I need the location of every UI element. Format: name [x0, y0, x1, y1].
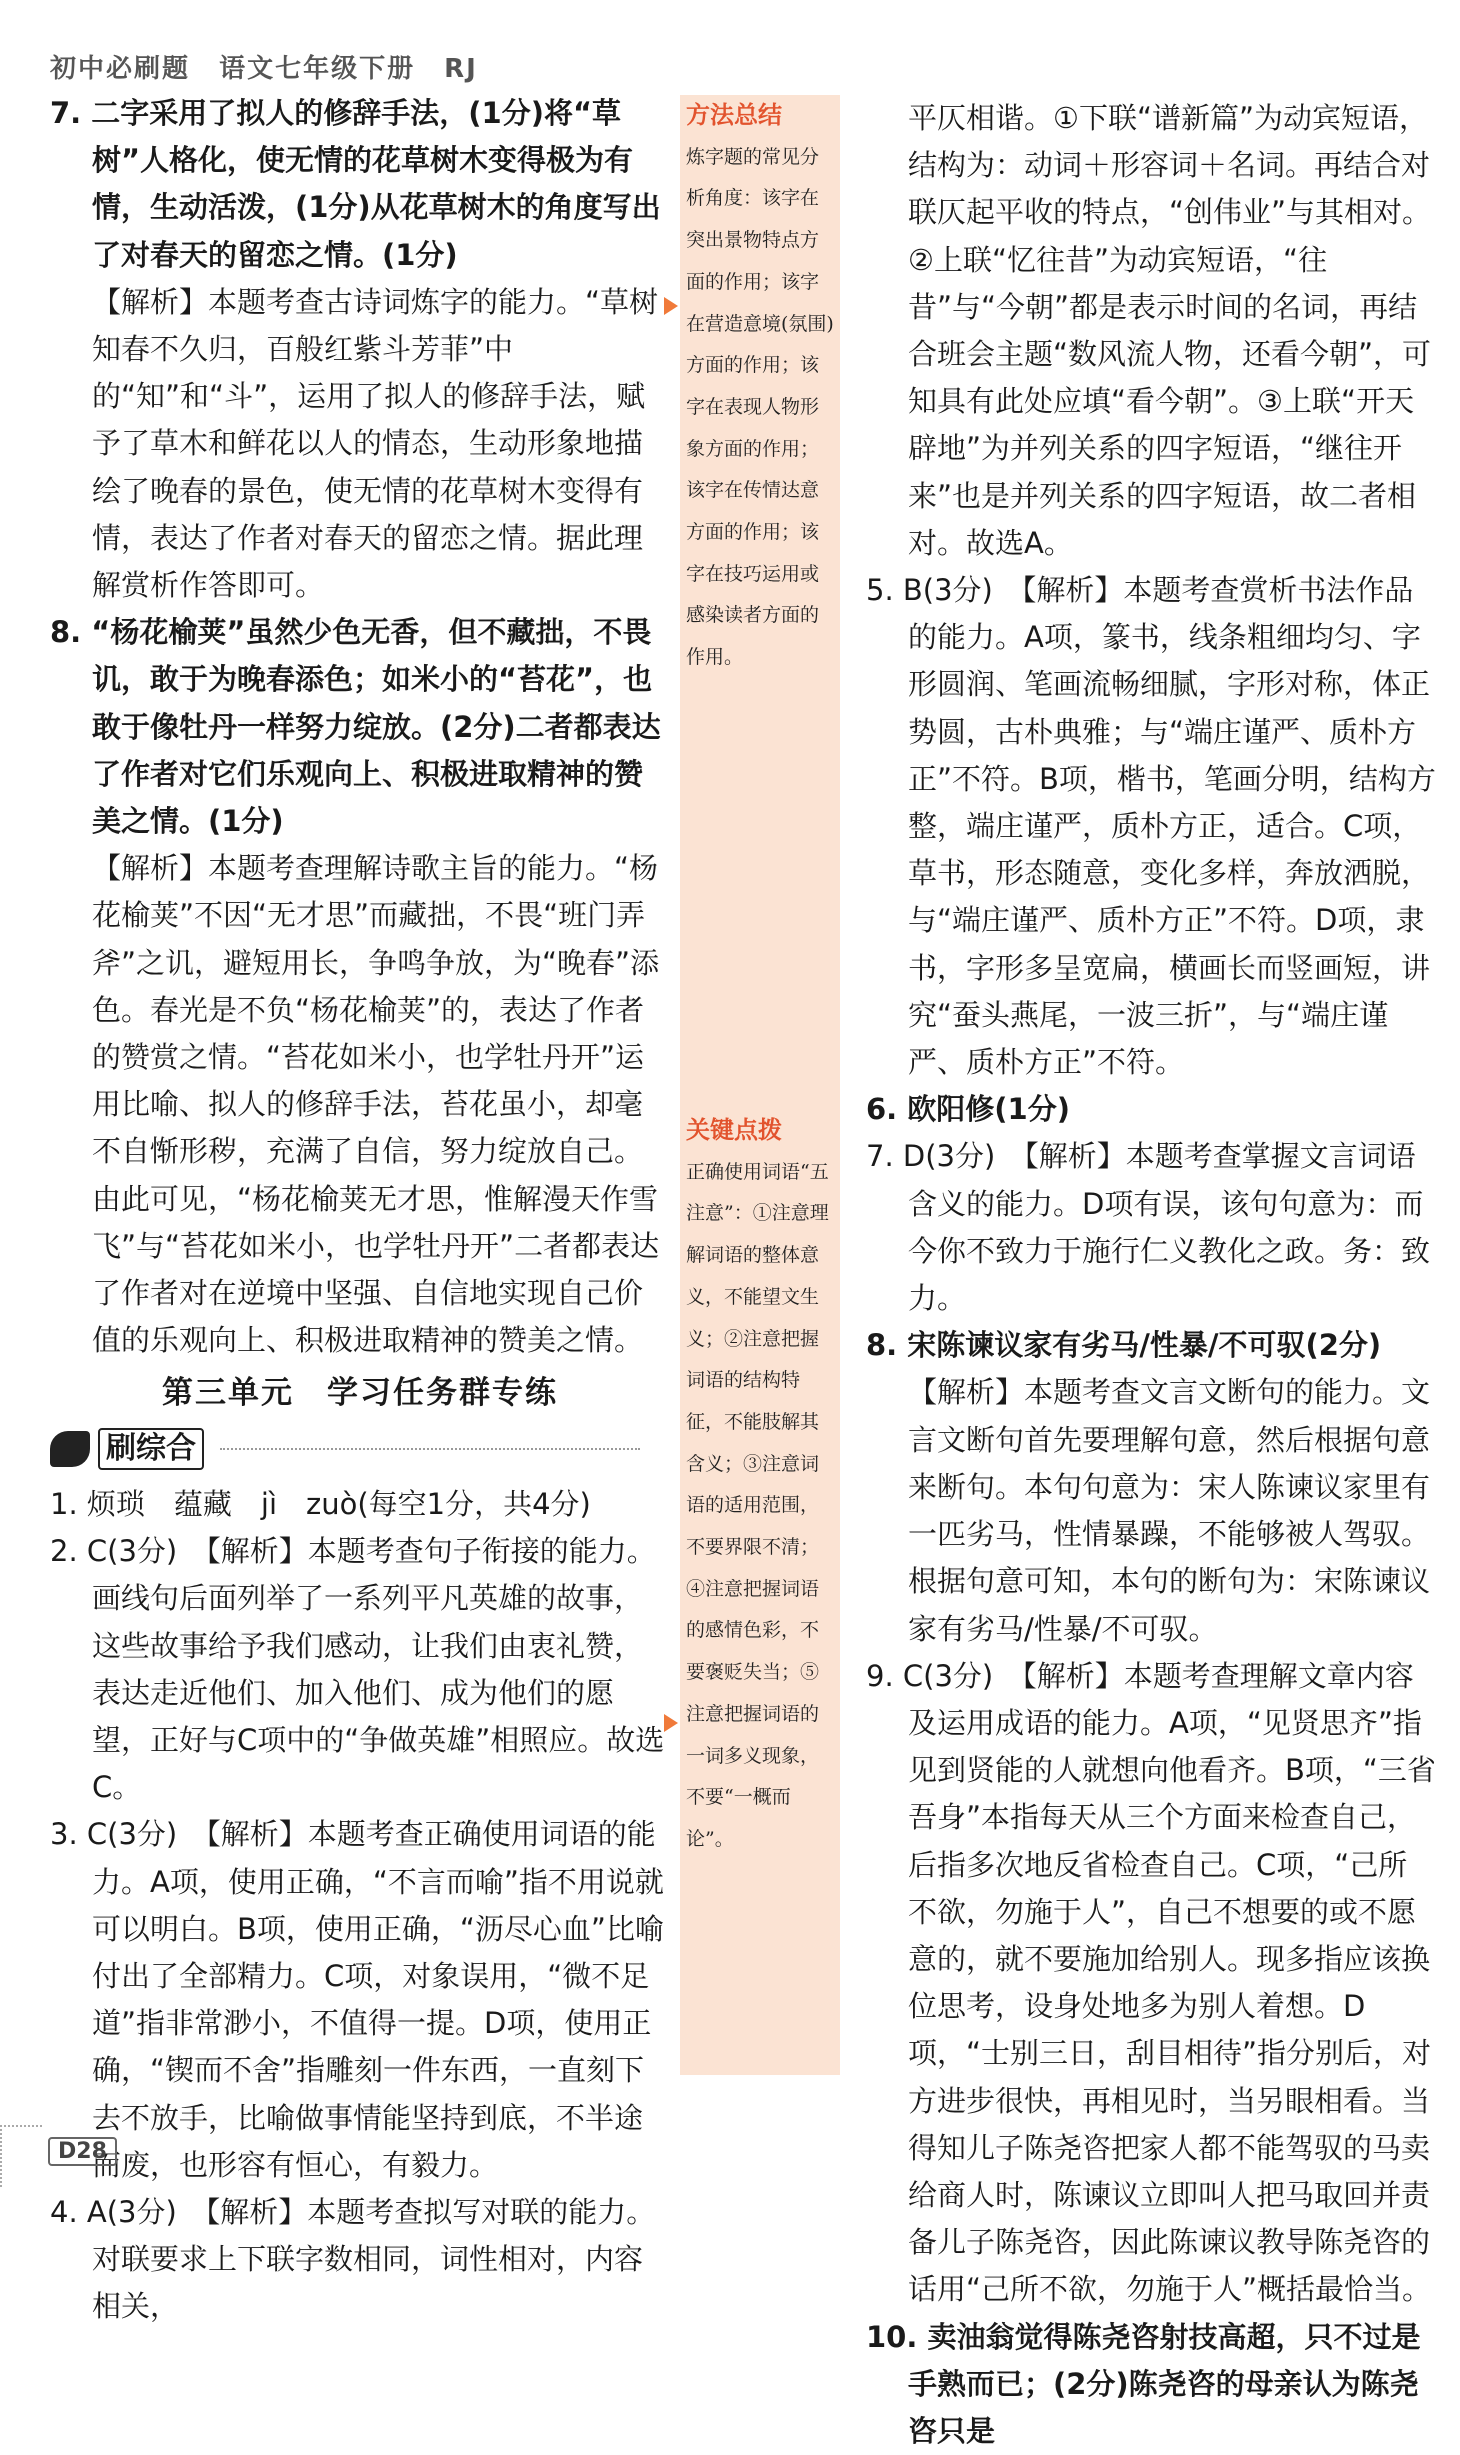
- edition-label: RJ: [444, 54, 478, 84]
- method-summary-text: 炼字题的常见分析角度：该字在突出景物特点方面的作用；该字在营造意境(氛围)方面的作用；该字在表现人物形象方面的作用；该字在传情达意方面的作用；该字在技巧运用或感染读者方面的作用。: [686, 145, 834, 669]
- answer-r10: 10. 卖油翁觉得陈尧咨射技高超，只不过是手熟而已；(2分)陈尧咨的母亲认为陈尧咨只是: [866, 2319, 1421, 2448]
- analysis-q8: 【解析】本题考查理解诗歌主旨的能力。“杨花榆荚”不因“无才思”而藏拙，不畏“班门弄斧”之讥，避短用长，争鸣争放，为“晚春”添色。春光是不负“杨花榆荚”的，表达了作者的赞赏之情。“苔花如米小，也学牡丹开”运用比喻、拟人的修辞手法，苔花虽小，却毫不自惭形秽，充满了自信，努力绽放自己。由此可见，“杨花榆荚无才思，惟解漫天作雪飞”与“苔花如米小，也学牡丹开”二者都表达了作者对在逆境中坚强、自信地实现自己价值的乐观向上、积极进取精神的赞美之情。: [92, 851, 660, 1358]
- answer-q8: 8. “杨花榆荚”虽然少色无香，但不藏拙，不畏讥，敢于为晚春添色；如米小的“苔花”，也敢于像牡丹一样努力绽放。(2分)二者都表达了作者对它们乐观向上、积极进取精神的赞美之情。(1分): [50, 615, 661, 839]
- section-badge-label: 刷综合: [98, 1428, 204, 1470]
- answer-q7: 7. 二字采用了拟人的修辞手法，(1分)将“草树”人格化，使无情的花草树木变得极为有情，生动活泼，(1分)从花草树木的角度写出了对春天的留恋之情。(1分): [50, 96, 661, 272]
- right-column: [866, 95, 1436, 2455]
- answer-s3: 3. C(3分) 【解析】本题考查正确使用词语的能力。A项，使用正确，“不言而喻”指不用说就可以明白。B项，使用正确，“沥尽心血”比喻付出了全部精力。C项，对象误用，“微不足道”指非常渺小，不值得一提。D项，使用正确，“锲而不舍”指雕刻一件东西，一直刻下去不放手，比喻做事情能坚持到底，不半途而废，也形容有恒心，有毅力。: [50, 1817, 664, 2182]
- key-tips-text: 正确使用词语“五注意”：①注意理解词语的整体意义，不能望文生义；②注意把握词语的结构特征，不能肢解其含义；③注意词语的适用范围，不要界限不清；④注意把握词语的感情色彩，不要褒贬失当；⑤注意把握词语的一词多义现象，不要“一概而论”。: [686, 1160, 829, 1850]
- tips-sidebar: [680, 95, 840, 2075]
- left-column: [50, 90, 670, 2331]
- subject-title: 语文七年级下册: [219, 54, 416, 84]
- section-title: 第三单元 学习任务群专练: [162, 1375, 558, 1412]
- divider: [220, 1448, 640, 1450]
- analysis-q7: 【解析】本题考查古诗词炼字的能力。“草树知春不久归，百般红紫斗芳菲”中的“知”和“斗”，运用了拟人的修辞手法，赋予了草木和鲜花以人的情态，生动形象地描绘了晚春的景色，使无情的花草树木变得有情，表达了作者对春天的留恋之情。据此理解赏析作答即可。: [92, 284, 659, 603]
- answer-r4-continued: 平仄相谐。①下联“谱新篇”为动宾短语，结构为：动词＋形容词＋名词。再结合对联仄起平收的特点，“创伟业”与其相对。②上联“忆往昔”为动宾短语，“往昔”与“今朝”都是表示时间的名词，再结合班会主题“数风流人物，还看今朝”，可知具有此处应填“看今朝”。③上联“开天辟地”为并列关系的四字短语，“继往开来”也是并列关系的四字短语，故二者相对。故选A。: [908, 101, 1432, 560]
- method-summary-title: 方法总结: [686, 101, 782, 129]
- key-tips-box: [680, 1110, 840, 1861]
- key-tips-title: 关键点拨: [686, 1116, 782, 1144]
- answer-r9: 9. C(3分) 【解析】本题考查理解文章内容及运用成语的能力。A项，“见贤思齐”指见到贤能的人就想向他看齐。B项，“三省吾身”本指每天从三个方面来检查自己，后指多次地反省检查自己。C项，“己所不欲，勿施于人”，自己不想要的或不愿意的，就不要施加给别人。现多指应该换位思考，设身处地多为别人着想。D项，“士别三日，刮目相待”指分别后，对方进步很快，再相见时，当另眼相看。当得知儿子陈尧咨把家人都不能驾驭的马卖给商人时，陈谏议立即叫人把马取回并责备儿子陈尧咨，因此陈谏议教导陈尧咨的话用“己所不欲，勿施于人”概括最恰当。: [866, 1658, 1436, 2307]
- answer-s4: 4. A(3分) 【解析】本题考查拟写对联的能力。对联要求上下联字数相同，词性相对，内容相关，: [50, 2194, 656, 2324]
- book-icon: [50, 1431, 90, 1467]
- answer-r5: 5. B(3分) 【解析】本题考查赏析书法作品的能力。A项，篆书，线条粗细均匀、字形圆润、笔画流畅细腻，字形对称，体正势圆，古朴典雅；与“端庄谨严、质朴方正”不符。B项，楷书，笔画分明，结构方整，端庄谨严，质朴方正，适合。C项，草书，形态随意，变化多样，奔放洒脱，与“端庄谨严、质朴方正”不符。D项，隶书，字形多呈宽扁，横画长而竖画短，讲究“蚕头燕尾，一波三折”，与“端庄谨严、质朴方正”不符。: [866, 573, 1436, 1080]
- analysis-r8: 【解析】本题考查文言文断句的能力。文言文断句首先要理解句意，然后根据句意来断句。本句句意为：宋人陈谏议家里有一匹劣马，性情暴躁，不能够被人驾驭。根据句意可知，本句的断句为：宋陈谏议家有劣马/性暴/不可驭。: [908, 1375, 1431, 1646]
- answer-r7: 7. D(3分) 【解析】本题考查掌握文言词语含义的能力。D项有误，该句句意为：而今你不致力于施行仁义教化之政。务：致力。: [866, 1139, 1431, 1316]
- answer-r8: 8. 宋陈谏议家有劣马/性暴/不可驭(2分): [866, 1328, 1382, 1363]
- pointer-arrow-icon: [664, 297, 678, 315]
- method-summary-box: [680, 95, 840, 679]
- answer-s2: 2. C(3分) 【解析】本题考查句子衔接的能力。画线句后面列举了一系列平凡英雄的故事，这些故事给予我们感动，让我们由衷礼赞，表达走近他们、加入他们、成为他们的愿望，正好与C项中的“争做英雄”相照应。故选C。: [50, 1534, 665, 1805]
- series-title: 初中必刷题: [50, 54, 191, 84]
- section-badge: [50, 1428, 640, 1470]
- pointer-arrow-icon: [664, 1714, 678, 1732]
- answer-s1: 1. 烦琐 蕴藏 jì zuò(每空1分，共4分): [50, 1486, 591, 1521]
- corner-decoration: [0, 2125, 42, 2187]
- page-header: [50, 48, 496, 85]
- answer-r6: 6. 欧阳修(1分): [866, 1092, 1070, 1127]
- page-number: D28: [48, 2137, 117, 2166]
